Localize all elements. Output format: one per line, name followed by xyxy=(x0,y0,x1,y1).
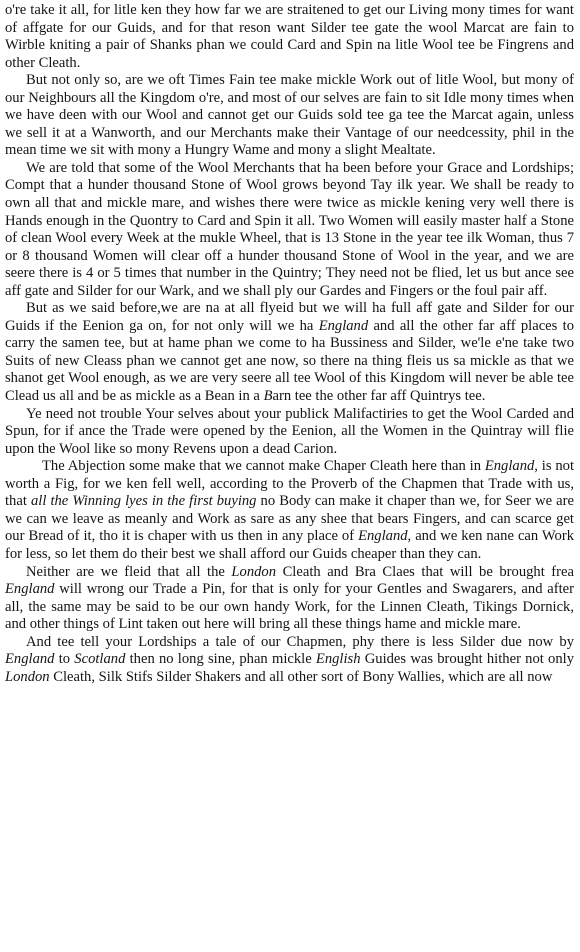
italic-text: London xyxy=(231,563,277,580)
paragraph xyxy=(5,160,574,300)
text-segment: and we ken nane can Work for less, so let them do their best we shall afford our Guids cheaper than they can. xyxy=(5,528,574,562)
text-segment: arn tee the other far aff Quintrys tee. xyxy=(272,388,486,405)
italic-text: England xyxy=(5,581,55,598)
paragraph xyxy=(5,634,574,687)
text-segment: Cleath and Bra Claes that will be brought frea xyxy=(276,563,574,580)
paragraph xyxy=(5,2,574,72)
italic-text: London xyxy=(5,668,50,685)
text-segment: o're take it all, for litle ken they how far we are straitened to get our Living mony times for want of affgate for our Guids, and for that reson want Silder tee gate the wool Marcat are fain to Wirble kniting a pair of Shanks phan we could Card and Spin na litle Wool tee be Fingrens and other Cleath. xyxy=(5,2,574,71)
italic-text: England xyxy=(318,317,369,334)
italic-text: all the Winning lyes in the first buying xyxy=(30,493,257,510)
paragraph xyxy=(5,406,574,459)
text-segment: is not worth a Fig, for we ken fell well, according to the Proverb of the Chapmen that Trade with us, that xyxy=(5,458,574,510)
text-segment: then no long sine, phan mickle xyxy=(125,651,316,668)
italic-text: England, xyxy=(484,458,538,475)
italic-text: B xyxy=(263,388,273,405)
paragraph xyxy=(5,72,574,160)
text-segment: Neither are we fleid that all the xyxy=(26,563,232,580)
text-segment: We are told that some of the Wool Merchants that ha been before your Grace and Lordships; Compt that a hunder thousand Stone of Wool grows beyond Tay ilk year. We shall be ready to own all that and mickle mare, and wishes there were twice as mickle kening very well there is Hands enough in the Quontry to Card and Spin it all. Two Women will easily master half a Stone of clean Wool every Week at the mukle Wheel, that is 13 Stone in the year tee ilk Woman, thus 7 or 8 thousand Women will clear off a hunder thousand Stone of Wool in the year, and we are seere there is 4 or 5 times that number in the Quintry; They need not be flied, let us but ance see aff gate and Silder for our Wark, and we shall ply our Gardes and Fingers or the foul pair aff. xyxy=(5,159,574,299)
text-segment: But as we said before,we are na at all flyeid but we will ha full aff gate and Silder for our Guids if the Eenion ga on, for not only will we ha xyxy=(5,300,574,334)
text-segment: no Body can make it chaper than we, for Seer we are we can we leave as meanly and Work as sare as any shee that bears Fingers, and can scarce get our Bread of it, tho it is chaper with us then in any place of xyxy=(5,493,574,545)
text-segment: will wrong our Trade a Pin, for that is only for your Gentles and Swagarers, and after all, the same may be said to be our own handy Work, for the Linnen Cleath, Tikings Dornick, and other things of Lint taken out here will bring all these things hame and mickle mare. xyxy=(5,581,574,633)
text-segment: to xyxy=(54,651,75,668)
text-segment: But not only so, are we oft Times Fain tee make mickle Work out of litle Wool, but mony of our Neighbours all the Kingdom o're, and most of our selves are fain to sit Idle mony times when we have deen with our Wool and cannot get our Guids sold tee ga tee the Marcat again, unless we sell it at a Wanworth, and our Merchants make their Vantage of our needcessity, phil in the mean time we sit with mony a Hungry Wame and mony a slight Mealtate. xyxy=(5,72,574,159)
italic-text: England, xyxy=(358,528,412,545)
text-segment: And tee tell your Lordships a tale of our Chapmen, phy there is less Silder due now by xyxy=(26,633,574,650)
italic-text: English xyxy=(315,651,361,668)
paragraph xyxy=(5,564,574,634)
text-segment: and all the other far aff places to carry the samen tee, but at hame phan we come to ha Bussiness and Silder, we'le e'ne take two Suits of new Cleass phan we cannot get ane now, so there na thing fleis us sa mickle as that we shanot get Wool enough, as we are very seere all tee Wool of this Kingdom will never be able tee Clead us all and be as mickle as a Bean in a xyxy=(5,317,574,405)
paragraph xyxy=(5,458,574,563)
paragraph xyxy=(5,300,574,405)
italic-text: England xyxy=(5,651,55,668)
text-segment: Ye need not trouble Your selves about your publick Malifactiries to get the Wool Carded and Spun, for if ance the Trade were opened by the Eenion, all the Women in the Quintray will flie upon the Wool like so mony Revens upon a dead Carion. xyxy=(5,405,574,457)
text-segment: The Abjection some make that we cannot make Chaper Cleath here than in xyxy=(42,458,485,475)
text-segment: Cleath, Silk Stifs Silder Shakers and all other sort of Bony Wallies, which are all now xyxy=(49,668,553,685)
italic-text: Scotland xyxy=(74,651,126,668)
text-segment: Guides was brought hither not only xyxy=(360,651,574,668)
